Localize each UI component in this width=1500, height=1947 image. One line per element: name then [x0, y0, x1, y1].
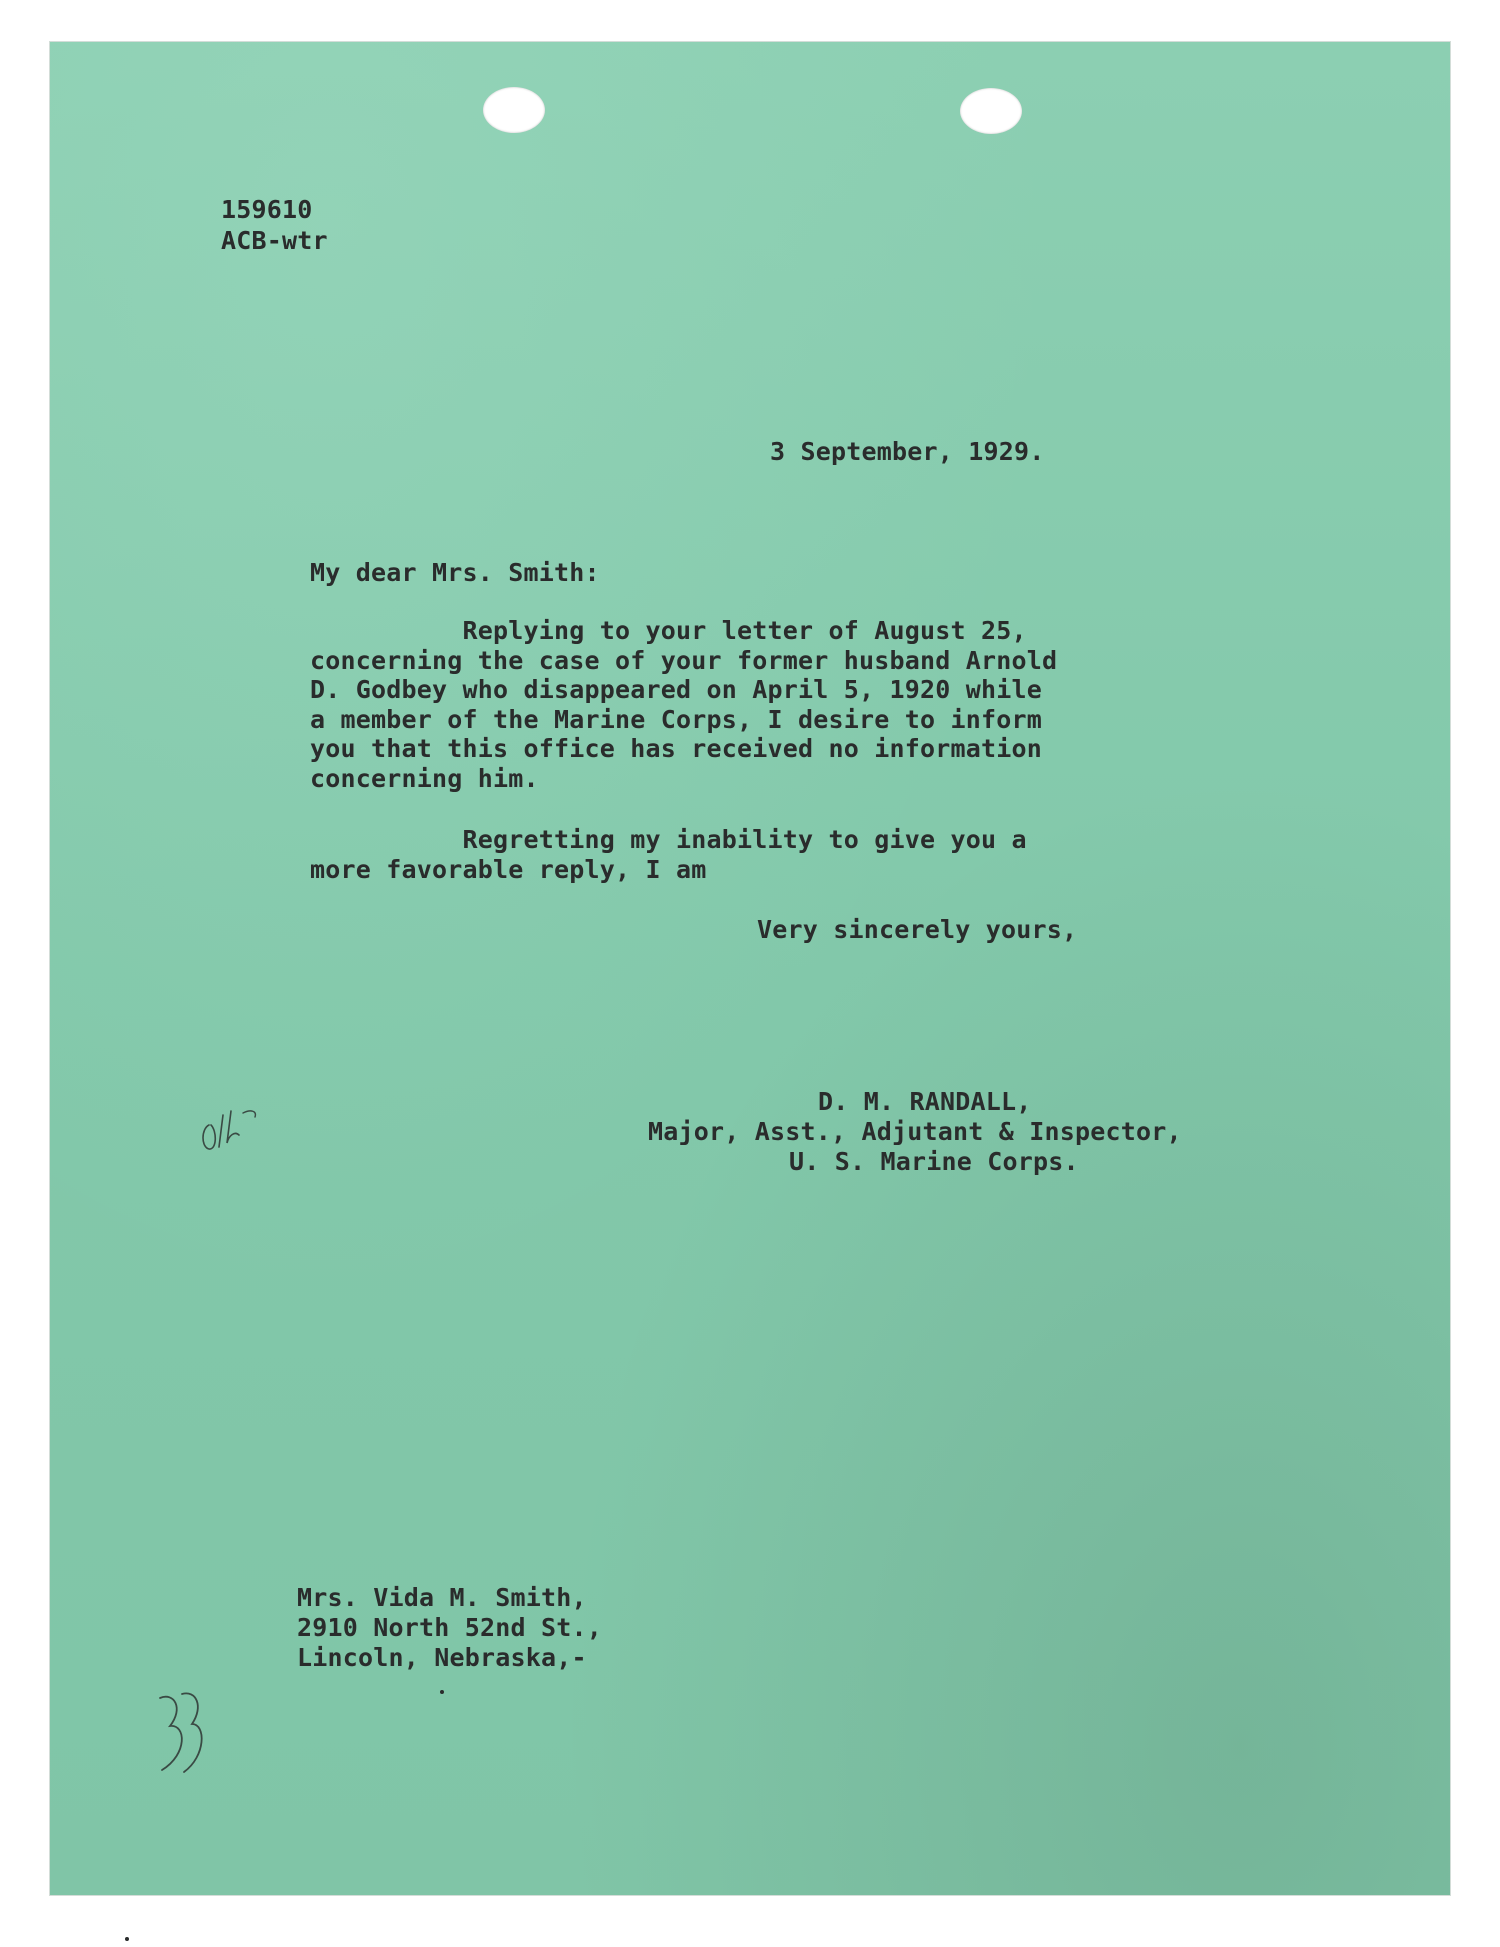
ink-speck [440, 1690, 444, 1694]
signer-title: Major, Asst., Adjutant & Inspector, [648, 1117, 1182, 1146]
body-paragraph-2: Regretting my inability to give you a more favorable reply, I am [310, 825, 1027, 884]
punch-hole-left [483, 87, 545, 133]
signer-name: D. M. RANDALL, [818, 1087, 1032, 1116]
letter-sheet [50, 42, 1450, 1895]
ink-speck-margin [125, 1937, 129, 1941]
complimentary-closing: Very sincerely yours, [757, 915, 1078, 944]
punch-hole-right [960, 88, 1022, 134]
salutation: My dear Mrs. Smith: [310, 558, 600, 587]
recipient-street: 2910 North 52nd St., [297, 1613, 603, 1642]
recipient-city: Lincoln, Nebraska,- [297, 1643, 587, 1672]
pencil-page-number [140, 1680, 220, 1790]
recipient-name: Mrs. Vida M. Smith, [297, 1583, 587, 1612]
body-paragraph-1: Replying to your letter of August 25, concerning the case of your former husband Arnold D. Godbey who disappeared on April 5, 1920 while a member of the Marine Corps, I desire to inform you that this office has received no information concerning him. [310, 616, 1058, 793]
pencil-initials [195, 1095, 285, 1165]
signer-organization: U. S. Marine Corps. [789, 1147, 1079, 1176]
file-reference: ACB-wtr [221, 226, 328, 255]
letter-date: 3 September, 1929. [770, 437, 1045, 466]
file-number: 159610 [221, 195, 313, 224]
